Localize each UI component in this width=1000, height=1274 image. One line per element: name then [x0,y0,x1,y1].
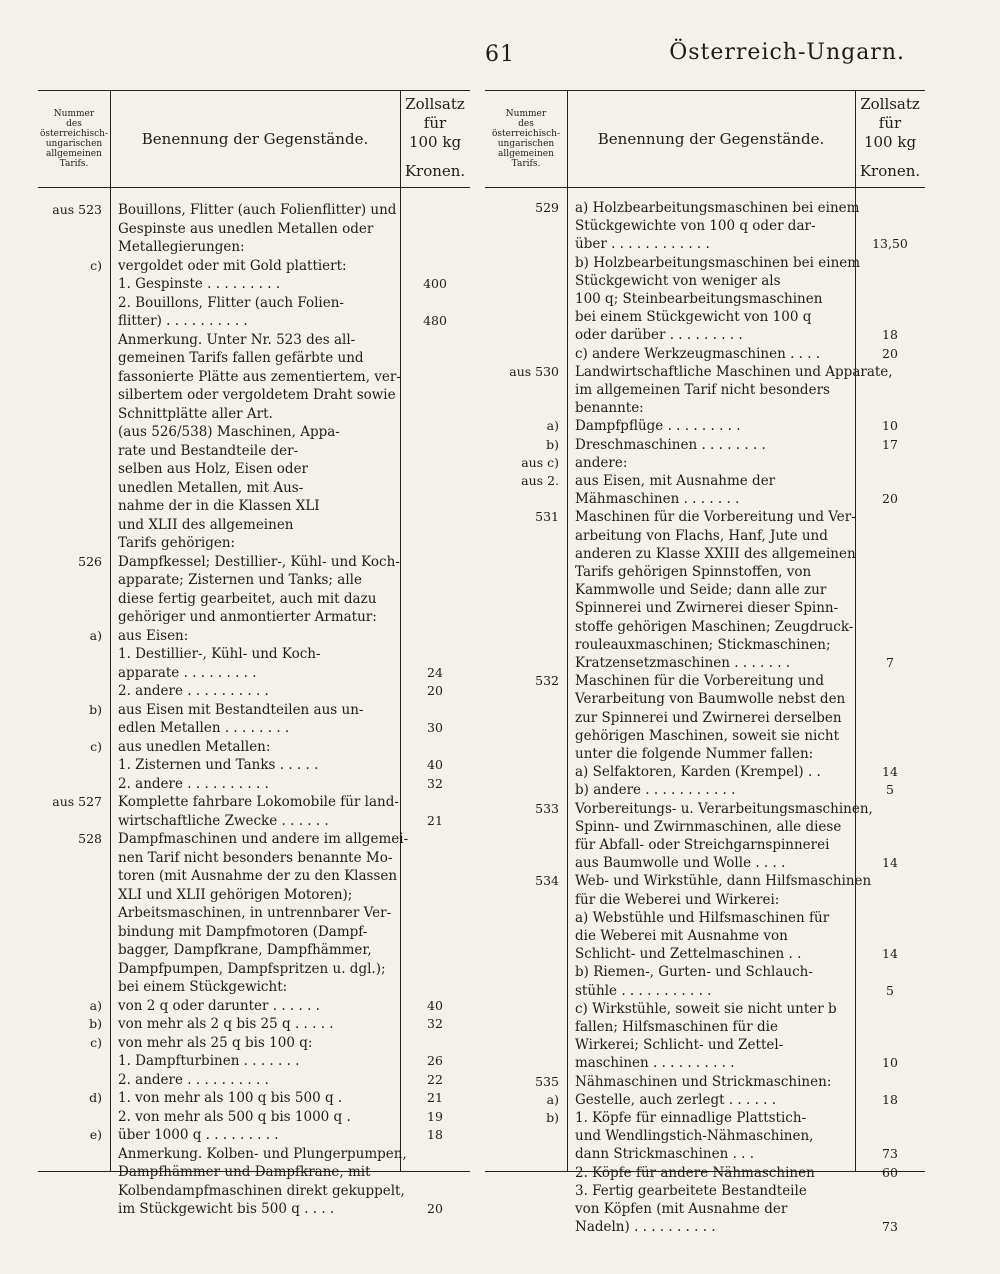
item-description: Stückgewicht von weniger als [575,272,781,289]
table-row [38,275,470,294]
item-description: anderen zu Klasse XXIII des allgemeinen [575,545,856,562]
item-description: 3. Fertig gearbeitete Bestandteile [575,1182,807,1199]
item-description: bindung mit Dampfmotoren (Dampf- [118,923,368,940]
item-description: Nadeln) . . . . . . . . . . [575,1219,716,1236]
table-row [38,331,470,350]
tariff-number: c) [90,257,102,273]
item-description: gemeinen Tarifs fallen gefärbte und [118,350,364,366]
table-row [38,608,470,627]
item-description: unedlen Metallen, mit Aus- [118,479,304,496]
tariff-number: 533 [535,800,559,816]
table-row [485,217,925,235]
table-row [38,497,470,516]
table-row [485,1200,925,1218]
item-description: Nähmaschinen und Strickmaschinen: [575,1073,832,1090]
table-row [485,745,925,763]
duty-rate: 14 [882,946,898,962]
item-description: c) Wirkstühle, soweit sie nicht unter b [575,1000,837,1017]
item-description: b) Holzbearbeitungsmaschinen bei einem [575,254,861,271]
table-row [485,490,925,508]
table-row [485,308,925,326]
duty-rate: 40 [427,757,443,772]
item-description: 1. von mehr als 100 q bis 500 q . [118,1090,343,1106]
header-number-label: Nummer des österreichisch- ungarischen allgemeinen Tarifs. [39,109,108,169]
tariff-number: b) [89,701,102,717]
item-description: benannte: [575,400,644,417]
table-row [38,386,470,405]
table-row [485,436,925,454]
tariff-number: c) [90,1034,102,1050]
table-row [38,645,470,664]
table-row [38,201,470,220]
table-row [485,1036,925,1054]
table-row [38,1052,470,1071]
table-row [38,220,470,239]
duty-rate: 73 [882,1219,898,1235]
item-description: Spinnerei und Zwirnerei dieser Spinn- [575,600,839,617]
table-row [38,294,470,313]
tariff-number: aus c) [521,454,559,470]
table-row [38,960,470,979]
duty-rate: 60 [882,1164,898,1180]
tariff-number: 528 [78,831,102,846]
item-description: XLI und XLII gehörigen Motoren); [118,886,353,903]
item-description: a) Webstühle und Hilfsmaschinen für [575,909,830,926]
table-row [485,1182,925,1200]
table-row [485,199,925,217]
table-row [38,1145,470,1164]
item-description: bei einem Stückgewicht von 100 q [575,309,812,326]
table-row [485,891,925,909]
item-description: aus unedlen Metallen: [118,738,271,755]
table-row [485,508,925,526]
duty-rate: 21 [427,1090,443,1105]
item-description: fallen; Hilfsmaschinen für die [575,1019,778,1035]
table-row [38,368,470,387]
table-row [485,945,925,963]
item-description: Dreschmaschinen . . . . . . . . [575,436,766,453]
item-description: 1. Gespinste . . . . . . . . . [118,276,281,292]
item-description: apparate; Zisternen und Tanks; alle [118,572,362,588]
item-description: Maschinen für die Vorbereitung und Ver- [575,509,856,526]
item-description: über 1000 q . . . . . . . . . [118,1127,279,1143]
table-row [485,982,925,1000]
duty-rate: 32 [427,775,443,791]
header-rule [38,187,470,188]
table-row [38,1071,470,1090]
item-description: 2. andere . . . . . . . . . . [118,683,269,699]
item-description: Spinn- und Zwirnmaschinen, alle diese [575,818,842,835]
item-description: flitter) . . . . . . . . . . [118,313,248,329]
item-description: aus Eisen: [118,627,189,644]
duty-rate: 26 [427,1053,443,1068]
table-row [38,978,470,997]
table-row [485,235,925,253]
table-row [485,272,925,290]
table-row [485,636,925,654]
item-description: stühle . . . . . . . . . . . [575,982,712,999]
right-tariff-table [485,90,925,1236]
header-rate [400,91,470,187]
table-row [485,563,925,581]
table-row [485,654,925,672]
item-description: die Weberei mit Ausnahme von [575,928,788,944]
tariff-number: a) [89,627,102,643]
header-designation-label: Benennung der Gegenstände. [597,130,825,148]
header-number-label: Nummer des österreichisch- ungarischen allgemeinen Tarifs. [491,109,560,169]
header-designation-label: Benennung der Gegenstände. [141,130,369,148]
table-row [38,849,470,868]
table-row [485,545,925,563]
item-description: im Stückgewicht bis 500 q . . . . [118,1201,335,1217]
table-row [485,527,925,545]
item-description: 1. Zisternen und Tanks . . . . . [118,757,319,773]
page-number: 61 [485,42,515,67]
table-row [485,1145,925,1163]
item-description: nahme der in die Klassen XLI [118,498,320,514]
table-row [38,1126,470,1145]
running-head: Österreich-Ungarn. [669,40,905,65]
item-description: Arbeitsmaschinen, in untrennbarer Ver- [118,905,392,921]
table-row [485,1091,925,1109]
table-row [38,793,470,812]
duty-rate: 20 [427,1201,443,1216]
table-row [38,701,470,720]
tariff-number: a) [89,997,102,1013]
item-description: Maschinen für die Vorbereitung und [575,673,824,690]
table-row [38,1015,470,1034]
item-description: Gespinste aus unedlen Metallen oder [118,220,374,237]
duty-rate: 24 [427,664,443,680]
item-description: Kolbendampfmaschinen direkt gekuppelt, [118,1182,405,1199]
item-description: bagger, Dampfkrane, Dampfhämmer, [118,942,372,958]
table-row [38,1182,470,1201]
item-description: gehörigen Maschinen, soweit sie nicht [575,727,840,744]
duty-rate: 32 [427,1016,443,1031]
table-row [485,1109,925,1127]
header-unit-label: Kronen. [404,162,466,180]
table-row [38,738,470,757]
tariff-number: a) [546,418,559,434]
item-description: vergoldet oder mit Gold plattiert: [118,257,347,274]
duty-rate: 480 [423,313,447,328]
table-row [38,923,470,942]
table-row [485,326,925,344]
item-description: edlen Metallen . . . . . . . . [118,720,290,736]
item-description: für Abfall- oder Streichgarnspinnerei [575,837,830,853]
item-description: aus Eisen mit Bestandteilen aus un- [118,701,364,718]
table-row [38,1108,470,1127]
item-description: Landwirtschaftliche Maschinen und Apparate, [575,363,893,380]
item-description: von 2 q oder darunter . . . . . . [118,997,320,1014]
table-row [38,571,470,590]
duty-rate: 22 [427,1071,443,1087]
tariff-number: aus 2. [521,473,559,488]
table-row [38,867,470,886]
item-description: 2. andere . . . . . . . . . . [118,775,269,792]
table-row [38,423,470,442]
item-description: Wirkerei; Schlicht- und Zettel- [575,1037,784,1054]
table-row [38,460,470,479]
table-row [38,830,470,849]
item-description: von Köpfen (mit Ausnahme der [575,1201,788,1217]
table-row [485,672,925,690]
table-row [38,553,470,572]
table-row [485,690,925,708]
item-description: aus Eisen, mit Ausnahme der [575,473,776,489]
item-description: Kammwolle und Seide; dann alle zur [575,582,827,599]
item-description: Schlicht- und Zettelmaschinen . . [575,946,802,963]
duty-rate: 10 [882,418,898,434]
table-row [485,417,925,435]
item-description: Vorbereitungs- u. Verarbeitungsmaschinen, [575,800,873,817]
duty-rate: 40 [427,997,443,1013]
table-row [485,818,925,836]
item-description: stoffe gehörigen Maschinen; Zeugdruck- [575,618,854,635]
table-row [485,363,925,381]
item-description: 2. Bouillons, Flitter (auch Folien- [118,294,344,311]
item-description: dann Strickmaschinen . . . [575,1146,755,1163]
item-description: Schnittplätte aller Art. [118,405,273,422]
item-description: toren (mit Ausnahme der zu den Klassen [118,868,398,884]
item-description: Bouillons, Flitter (auch Folienflitter) und [118,202,397,218]
duty-rate: 21 [427,812,443,828]
tariff-number: b) [546,436,559,452]
table-row [38,812,470,831]
table-row [485,1127,925,1145]
item-description: 1. Dampfturbinen . . . . . . . [118,1053,300,1069]
table-row [485,581,925,599]
item-description: über . . . . . . . . . . . . [575,236,710,253]
table-row [38,257,470,276]
table-row [485,454,925,472]
table-row [38,1089,470,1108]
item-description: Anmerkung. Kolben- und Plungerpumpen, [118,1145,407,1162]
item-description: 1. Köpfe für einnadlige Plattstich- [575,1110,807,1126]
table-row [485,854,925,872]
duty-rate: 20 [427,683,443,698]
duty-rate: 18 [882,1091,898,1107]
item-description: zur Spinnerei und Zwirnerei derselben [575,709,842,726]
duty-rate: 14 [882,855,898,871]
table-row [485,399,925,417]
item-description: unter die folgende Nummer fallen: [575,746,814,762]
item-description: a) Holzbearbeitungsmaschinen bei einem [575,200,860,216]
table-row [485,381,925,399]
table-row [38,516,470,535]
duty-rate: 7 [886,655,894,670]
table-row [38,664,470,683]
duty-rate: 13,50 [872,236,908,252]
item-description: 2. andere . . . . . . . . . . [118,1071,269,1088]
tariff-number: a) [546,1091,559,1107]
duty-rate: 20 [882,345,898,361]
table-row [485,800,925,818]
item-description: b) Riemen-, Gurten- und Schlauch- [575,964,813,981]
tariff-number: 529 [535,200,559,215]
item-description: Dampfhämmer und Dampfkrane, mit [118,1164,371,1180]
table-row [38,1034,470,1053]
duty-rate: 5 [886,782,894,798]
duty-rate: 17 [882,436,898,452]
table-row [38,886,470,905]
header-rule [485,187,925,188]
tariff-number: aus 530 [509,363,559,379]
item-description: rouleauxmaschinen; Stickmaschinen; [575,636,831,653]
table-row [485,1000,925,1018]
item-description: andere: [575,454,628,471]
tariff-number: aus 527 [52,794,102,809]
item-description: Dampfpflüge . . . . . . . . . [575,418,741,435]
table-row [485,1218,925,1236]
tariff-number: 531 [535,509,559,525]
item-description: c) andere Werkzeugmaschinen . . . . [575,345,821,362]
header-rate [855,91,925,187]
table-row [485,1073,925,1091]
table-row [38,1163,470,1182]
item-description: a) Selfaktoren, Karden (Krempel) . . [575,764,821,781]
table-row [38,312,470,331]
item-description: Stückgewichte von 100 q oder dar- [575,218,816,235]
item-description: oder darüber . . . . . . . . . [575,327,743,344]
duty-rate: 14 [882,764,898,780]
tariff-number: 526 [78,553,102,569]
item-description: b) andere . . . . . . . . . . . [575,782,736,799]
item-description: diese fertig gearbeitet, auch mit dazu [118,590,377,607]
duty-rate: 5 [886,982,894,998]
tariff-number: d) [89,1090,102,1105]
tariff-number: b) [546,1110,559,1125]
table-row [485,254,925,272]
item-description: Web- und Wirkstühle, dann Hilfsmaschinen [575,873,872,890]
table-row [485,963,925,981]
table-row [485,1054,925,1072]
table-row [485,709,925,727]
header-rate-label: Zollsatz für 100 kg [860,95,920,151]
item-description: von mehr als 2 q bis 25 q . . . . . [118,1016,334,1032]
table-row [38,590,470,609]
table-row [38,997,470,1016]
tariff-number: c) [90,738,102,754]
duty-rate: 30 [427,720,443,735]
table-row [485,618,925,636]
tariff-number: 534 [535,873,559,889]
item-description: Anmerkung. Unter Nr. 523 des all- [118,331,356,348]
item-description: bei einem Stückgewicht: [118,979,288,995]
item-description: Metallegierungen: [118,239,245,255]
table-row [485,1018,925,1036]
item-description: apparate . . . . . . . . . [118,664,257,681]
item-description: aus Baumwolle und Wolle . . . . [575,855,786,872]
header-rate-label: Zollsatz für 100 kg [405,95,465,151]
table-row [485,927,925,945]
table-row [38,904,470,923]
table-row [485,781,925,799]
item-description: Tarifs gehörigen Spinnstoffen, von [575,564,812,580]
table-row [485,909,925,927]
table-row [485,599,925,617]
item-description: gehöriger und anmontierter Armatur: [118,609,377,625]
table-row [485,872,925,890]
duty-rate: 10 [882,1055,898,1071]
table-row [485,345,925,363]
table-row [485,1164,925,1182]
item-description: 2. Köpfe für andere Nähmaschinen [575,1164,815,1181]
item-description: von mehr als 25 q bis 100 q: [118,1034,313,1051]
item-description: fassonierte Plätte aus zementiertem, ver- [118,368,401,385]
item-description: 100 q; Steinbearbeitungsmaschinen [575,291,823,307]
table-row [38,756,470,775]
table-row [38,682,470,701]
tariff-number: e) [89,1127,102,1142]
item-description: maschinen . . . . . . . . . . [575,1055,735,1072]
table-row [38,775,470,794]
table-row [38,627,470,646]
item-description: (aus 526/538) Maschinen, Appa- [118,424,340,440]
item-description: Gestelle, auch zerlegt . . . . . . [575,1091,777,1108]
table-row [38,442,470,461]
left-tariff-table [38,90,470,1217]
item-description: Dampfkessel; Destillier-, Kühl- und Koch- [118,553,400,570]
item-description: Mähmaschinen . . . . . . . [575,491,740,508]
table-row [485,290,925,308]
item-description: rate und Bestandteile der- [118,442,299,459]
table-row [38,719,470,738]
tariff-number: b) [89,1016,102,1031]
item-description: arbeitung von Flachs, Hanf, Jute und [575,527,828,544]
item-description: Verarbeitung von Baumwolle nebst den [575,691,846,708]
table-row [485,472,925,490]
duty-rate: 18 [427,1127,443,1142]
table-row [38,479,470,498]
item-description: nen Tarif nicht besonders benannte Mo- [118,849,393,866]
table-row [38,349,470,368]
header-unit-label: Kronen. [859,162,921,180]
duty-rate: 400 [423,276,447,291]
table-row [38,1200,470,1219]
duty-rate: 19 [427,1108,443,1124]
item-description: wirtschaftliche Zwecke . . . . . . [118,812,329,829]
item-description: 1. Destillier-, Kühl- und Koch- [118,646,321,662]
item-description: und Wendlingstich-Nähmaschinen, [575,1128,814,1145]
item-description: Komplette fahrbare Lokomobile für land- [118,794,399,810]
item-description: im allgemeinen Tarif nicht besonders [575,382,830,398]
item-description: für die Weberei und Wirkerei: [575,891,780,908]
duty-rate: 18 [882,327,898,343]
item-description: Dampfpumpen, Dampfspritzen u. dgl.); [118,960,386,977]
table-row [38,238,470,257]
item-description: und XLII des allgemeinen [118,516,294,533]
tariff-number: 532 [535,673,559,689]
table-row [485,727,925,745]
item-description: Dampfmaschinen und andere im allgemei- [118,831,409,847]
table-row [485,763,925,781]
table-row [485,836,925,854]
duty-rate: 73 [882,1146,898,1162]
table-row [38,405,470,424]
item-description: Kratzensetzmaschinen . . . . . . . [575,655,791,671]
item-description: selben aus Holz, Eisen oder [118,461,309,477]
item-description: silbertem oder vergoldetem Draht sowie [118,387,396,403]
item-description: 2. von mehr als 500 q bis 1000 q . [118,1108,351,1125]
duty-rate: 20 [882,491,898,507]
tariff-number: aus 523 [52,202,102,217]
item-description: Tarifs gehörigen: [118,535,236,551]
table-row [38,534,470,553]
tariff-number: 535 [535,1073,559,1089]
table-row [38,941,470,960]
